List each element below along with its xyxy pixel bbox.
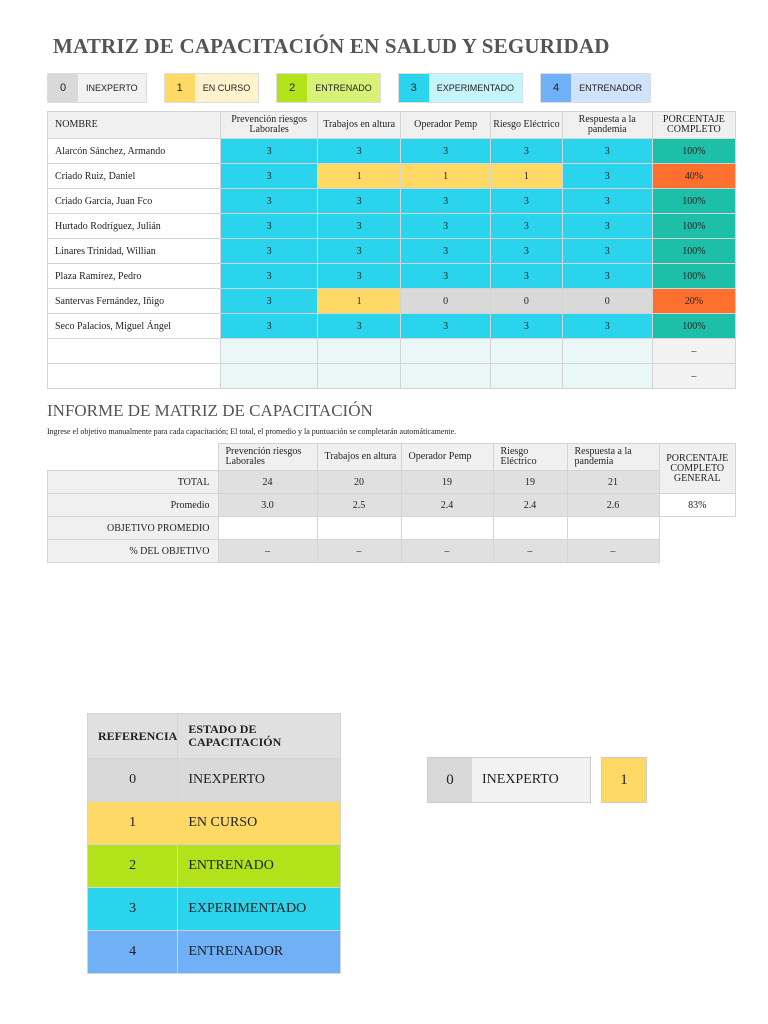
report-column-header: Respuesta a la pandemia <box>567 444 659 471</box>
percent-objective-value: – <box>317 540 401 563</box>
training-level-cell[interactable] <box>318 364 401 389</box>
training-level-cell[interactable]: 3 <box>221 214 318 239</box>
percent-objective-value: – <box>567 540 659 563</box>
matrix-column-header: Riesgo Eléctrico <box>491 112 563 139</box>
training-level-cell[interactable]: 3 <box>318 314 401 339</box>
legend-item <box>540 73 651 103</box>
reference-col-header: REFERENCIA <box>88 714 178 759</box>
reference-status: ENTRENADOR <box>178 931 341 974</box>
report-title: INFORME DE MATRIZ DE CAPACITACIÓN <box>47 401 373 420</box>
employee-name: Criado García, Juan Fco <box>48 189 221 214</box>
training-level-cell[interactable]: 3 <box>562 139 652 164</box>
objective-input-cell[interactable] <box>317 517 401 540</box>
legend-label: INEXPERTO <box>78 74 146 102</box>
legend-item <box>164 73 260 103</box>
matrix-row <box>48 264 736 289</box>
training-level-cell[interactable]: 3 <box>401 264 491 289</box>
training-level-cell[interactable]: 3 <box>401 214 491 239</box>
matrix-row <box>48 164 736 189</box>
matrix-column-header: Prevención riesgos Laborales <box>221 112 318 139</box>
employee-name: Hurtado Rodríguez, Julián <box>48 214 221 239</box>
training-matrix-table <box>47 111 736 389</box>
training-level-cell[interactable]: 3 <box>221 314 318 339</box>
employee-name <box>48 339 221 364</box>
total-value: 19 <box>401 471 493 494</box>
legend-number: 2 <box>277 74 307 102</box>
percent-complete-cell: – <box>652 364 735 389</box>
employee-name <box>48 364 221 389</box>
report-header-row <box>48 444 736 471</box>
percent-complete-cell: 100% <box>652 239 735 264</box>
percent-complete-cell: 40% <box>652 164 735 189</box>
overall-percent-value: 83% <box>659 494 736 517</box>
training-level-cell[interactable]: 3 <box>318 264 401 289</box>
training-level-cell[interactable] <box>221 364 318 389</box>
matrix-row <box>48 339 736 364</box>
training-level-cell[interactable]: 3 <box>221 139 318 164</box>
report-corner <box>48 444 219 471</box>
matrix-row <box>48 289 736 314</box>
report-percent-row <box>48 540 736 563</box>
legend-item <box>47 73 147 103</box>
reference-row <box>88 802 341 845</box>
report-average-row <box>48 494 736 517</box>
legend-item <box>398 73 523 103</box>
total-value: 24 <box>218 471 317 494</box>
training-level-cell[interactable]: 3 <box>491 139 563 164</box>
report-column-header: Operador Pemp <box>401 444 493 471</box>
total-value: 20 <box>317 471 401 494</box>
training-level-cell[interactable]: 3 <box>318 139 401 164</box>
training-level-cell[interactable]: 3 <box>491 314 563 339</box>
training-level-cell[interactable]: 3 <box>401 189 491 214</box>
average-value: 2.5 <box>317 494 401 517</box>
training-level-cell[interactable]: 3 <box>491 239 563 264</box>
reference-status: INEXPERTO <box>178 759 341 802</box>
reference-row <box>88 931 341 974</box>
sample-number: 0 <box>428 758 472 802</box>
objective-input-cell[interactable] <box>401 517 493 540</box>
matrix-column-header: Trabajos en altura <box>318 112 401 139</box>
matrix-row <box>48 364 736 389</box>
legend-item <box>276 73 381 103</box>
total-value: 19 <box>493 471 567 494</box>
matrix-column-header: Operador Pemp <box>401 112 491 139</box>
percent-complete-cell: 100% <box>652 189 735 214</box>
percent-complete-cell: 100% <box>652 214 735 239</box>
training-level-cell[interactable] <box>401 364 491 389</box>
spacer-cell <box>659 517 736 540</box>
legend-number: 4 <box>541 74 571 102</box>
training-level-cell[interactable]: 1 <box>318 289 401 314</box>
percent-complete-cell: 20% <box>652 289 735 314</box>
average-value: 2.4 <box>493 494 567 517</box>
status-legend <box>47 73 668 101</box>
average-value: 3.0 <box>218 494 317 517</box>
training-level-cell[interactable]: 3 <box>562 314 652 339</box>
training-level-cell[interactable]: 3 <box>401 139 491 164</box>
percent-complete-cell: 100% <box>652 314 735 339</box>
percent-complete-cell: 100% <box>652 139 735 164</box>
matrix-row <box>48 189 736 214</box>
report-table <box>47 443 736 563</box>
status-col-header: ESTADO DE CAPACITACIÓN <box>178 714 341 759</box>
percent-objective-label: % DEL OBJETIVO <box>48 540 219 563</box>
matrix-row <box>48 214 736 239</box>
report-column-header: Trabajos en altura <box>317 444 401 471</box>
training-level-cell[interactable]: 3 <box>318 214 401 239</box>
matrix-row <box>48 314 736 339</box>
employee-name: Linares Trinidad, Willian <box>48 239 221 264</box>
reference-status: EXPERIMENTADO <box>178 888 341 931</box>
reference-status: ENTRENADO <box>178 845 341 888</box>
training-level-cell[interactable]: 3 <box>221 189 318 214</box>
training-level-cell[interactable]: 3 <box>318 239 401 264</box>
matrix-row <box>48 239 736 264</box>
training-level-cell[interactable]: 1 <box>401 164 491 189</box>
spacer-cell <box>659 540 736 563</box>
reference-table <box>87 713 341 974</box>
selected-status-sample <box>427 757 591 803</box>
training-level-cell[interactable]: 3 <box>562 189 652 214</box>
average-label: Promedio <box>48 494 219 517</box>
sample-label: INEXPERTO <box>472 758 590 802</box>
matrix-column-header: PORCENTAJE COMPLETO <box>652 112 735 139</box>
objective-input-cell[interactable] <box>567 517 659 540</box>
training-level-cell[interactable] <box>491 339 563 364</box>
sample-swatch-number: 1 <box>602 758 646 802</box>
matrix-column-header: Respuesta a la pandemia <box>562 112 652 139</box>
objective-input-cell[interactable] <box>493 517 567 540</box>
report-total-row <box>48 471 736 494</box>
report-column-header: Riesgo Eléctrico <box>493 444 567 471</box>
training-level-cell[interactable]: 3 <box>562 264 652 289</box>
training-level-cell[interactable] <box>562 364 652 389</box>
percent-objective-value: – <box>401 540 493 563</box>
legend-label: EXPERIMENTADO <box>429 74 522 102</box>
training-level-cell[interactable]: 3 <box>401 314 491 339</box>
training-level-cell[interactable]: 3 <box>491 214 563 239</box>
training-level-cell[interactable]: 1 <box>491 164 563 189</box>
reference-row <box>88 759 341 802</box>
objective-input-cell[interactable] <box>218 517 317 540</box>
reference-row <box>88 888 341 931</box>
legend-number: 1 <box>165 74 195 102</box>
employee-name: Seco Palacios, Miguel Ángel <box>48 314 221 339</box>
objective-label: OBJETIVO PROMEDIO <box>48 517 219 540</box>
legend-number: 0 <box>48 74 78 102</box>
reference-number: 2 <box>88 845 178 888</box>
training-level-cell[interactable] <box>491 364 563 389</box>
reference-number: 3 <box>88 888 178 931</box>
employee-name: Criado Ruiz, Daniel <box>48 164 221 189</box>
training-level-cell[interactable] <box>562 339 652 364</box>
employee-name: Plaza Ramírez, Pedro <box>48 264 221 289</box>
training-level-cell[interactable] <box>401 339 491 364</box>
reference-number: 0 <box>88 759 178 802</box>
reference-header-row <box>88 714 341 759</box>
training-level-cell[interactable]: 3 <box>562 239 652 264</box>
sample-swatch <box>601 757 647 803</box>
average-value: 2.6 <box>567 494 659 517</box>
training-level-cell[interactable]: 0 <box>491 289 563 314</box>
matrix-header-row <box>48 112 736 139</box>
percent-objective-value: – <box>218 540 317 563</box>
employee-name: Alarcón Sánchez, Armando <box>48 139 221 164</box>
report-note: Ingrese el objetivo manualmente para cada capacitación; El total, el promedio y la puntuación se completarán automáticamente. <box>47 427 457 436</box>
training-level-cell[interactable]: 3 <box>562 164 652 189</box>
legend-label: ENTRENADO <box>307 74 380 102</box>
training-level-cell[interactable]: 3 <box>221 264 318 289</box>
legend-label: ENTRENADOR <box>571 74 650 102</box>
percent-complete-cell: 100% <box>652 264 735 289</box>
average-value: 2.4 <box>401 494 493 517</box>
training-level-cell[interactable]: 3 <box>401 239 491 264</box>
employee-name: Santervas Fernández, Iñigo <box>48 289 221 314</box>
training-level-cell[interactable]: 3 <box>221 239 318 264</box>
total-value: 21 <box>567 471 659 494</box>
overall-percent-header: PORCENTAJE COMPLETO GENERAL <box>659 444 736 494</box>
total-label: TOTAL <box>48 471 219 494</box>
training-level-cell[interactable] <box>318 339 401 364</box>
training-level-cell[interactable]: 0 <box>401 289 491 314</box>
training-level-cell[interactable]: 3 <box>491 264 563 289</box>
legend-number: 3 <box>399 74 429 102</box>
reference-number: 1 <box>88 802 178 845</box>
matrix-row <box>48 139 736 164</box>
legend-label: EN CURSO <box>195 74 259 102</box>
percent-objective-value: – <box>493 540 567 563</box>
training-level-cell[interactable]: 3 <box>318 189 401 214</box>
page-title: MATRIZ DE CAPACITACIÓN EN SALUD Y SEGURIDAD <box>53 34 610 58</box>
reference-number: 4 <box>88 931 178 974</box>
training-level-cell[interactable]: 1 <box>318 164 401 189</box>
report-column-header: Prevención riesgos Laborales <box>218 444 317 471</box>
training-level-cell[interactable]: 3 <box>562 214 652 239</box>
reference-row <box>88 845 341 888</box>
reference-status: EN CURSO <box>178 802 341 845</box>
training-level-cell[interactable]: 3 <box>221 289 318 314</box>
training-level-cell[interactable]: 0 <box>562 289 652 314</box>
training-level-cell[interactable] <box>221 339 318 364</box>
training-level-cell[interactable]: 3 <box>221 164 318 189</box>
matrix-column-header: NOMBRE <box>48 112 221 139</box>
percent-complete-cell: – <box>652 339 735 364</box>
training-level-cell[interactable]: 3 <box>491 189 563 214</box>
report-objective-row <box>48 517 736 540</box>
